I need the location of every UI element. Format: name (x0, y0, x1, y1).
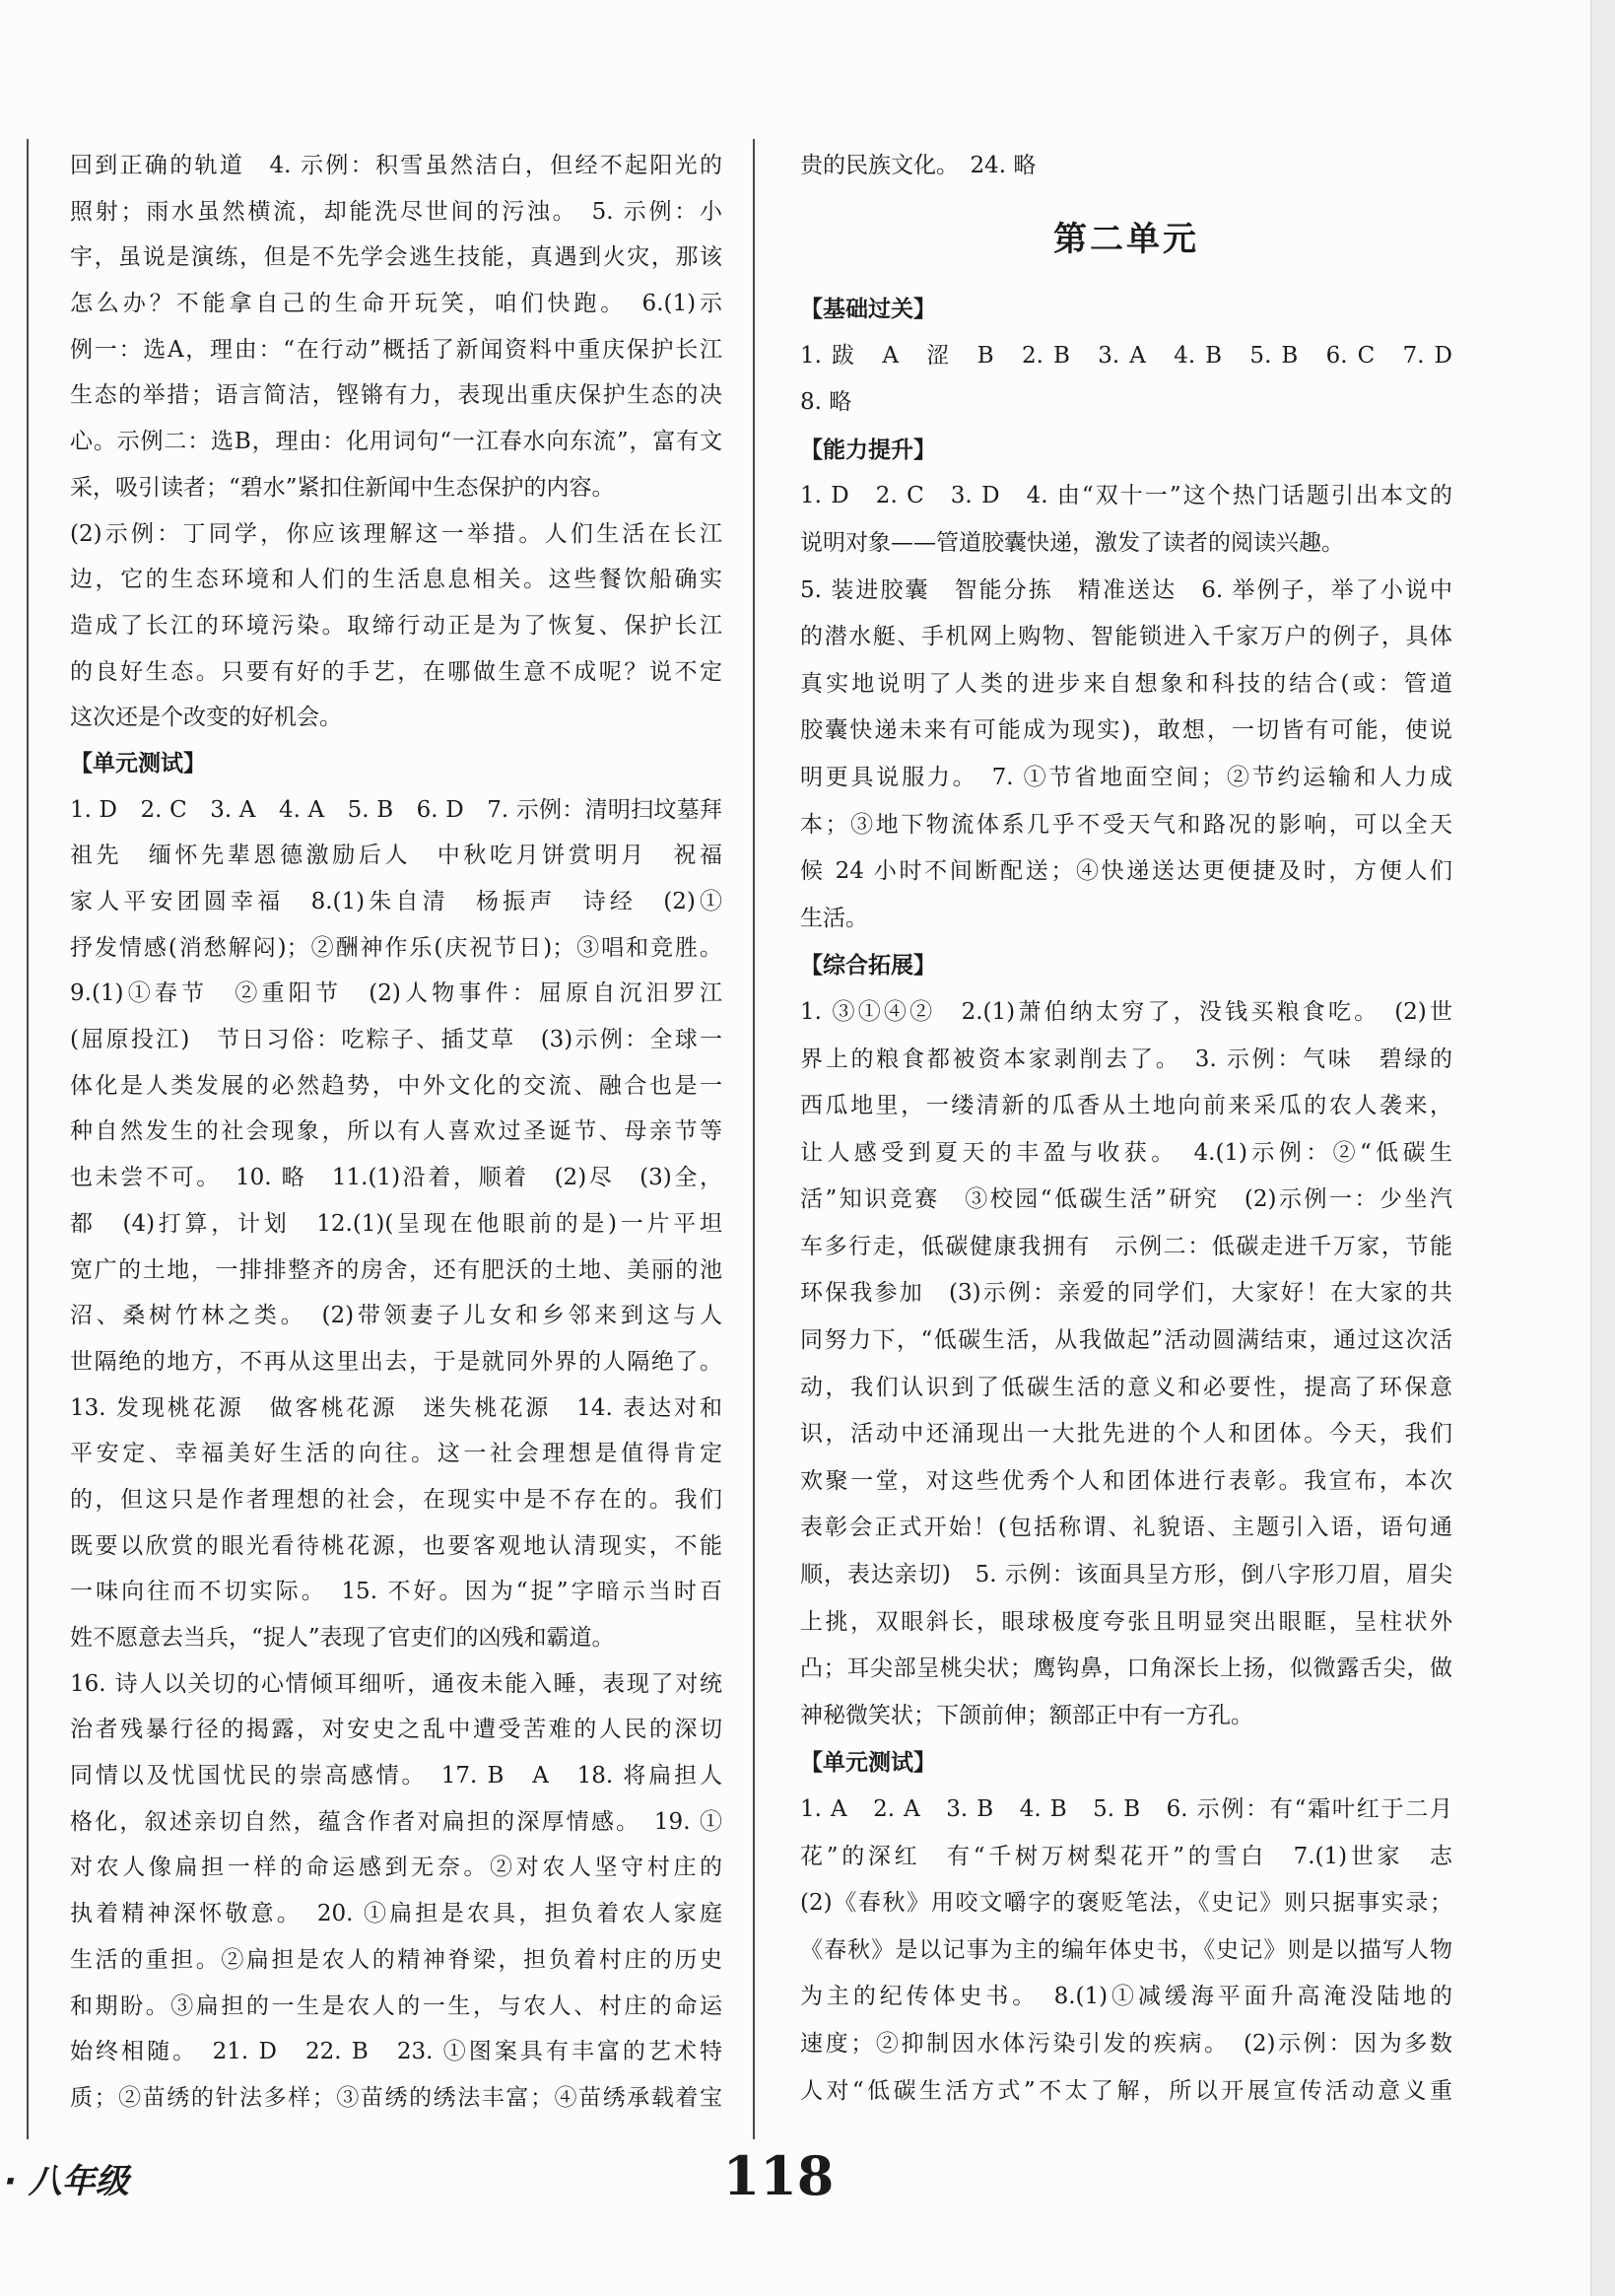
answer-line: 心。示例二：选B，理由：化用词句“一江春水向东流”，富有文 (70, 429, 722, 455)
answer-line: 人对“低碳生活方式”不太了解，所以开展宣传活动意义重 (800, 2077, 1452, 2104)
answer-line: 同情以及忧国忧民的崇高感情。 17. B A 18. 将扁担人 (70, 1763, 722, 1790)
answer-line: 识，活动中还涌现出一大批先进的个人和团体。今天，我们 (800, 1421, 1452, 1448)
section-heading: 【单元测试】 (70, 749, 206, 777)
left-margin-rule (27, 139, 29, 2139)
answer-line: 抒发情感(消愁解闷)；②酬神作乐(庆祝节日)；③唱和竞胜。 (70, 934, 722, 961)
answer-line: 怎么办？不能拿自己的生命开玩笑，咱们快跑。 6.(1)示 (70, 291, 722, 317)
answer-line: 的潜水艇、手机网上购物、智能锁进入千家万户的例子，具体 (800, 624, 1452, 650)
answer-line: 例一：选A，理由：“在行动”概括了新闻资料中重庆保护长江 (70, 336, 722, 363)
answer-line: 1. A 2. A 3. B 4. B 5. B 6. 示例：有“霜叶红于二月 (800, 1796, 1452, 1822)
answer-line: 活”知识竞赛 ③校园“低碳生活”研究 (2)示例一：少坐汽 (800, 1186, 1452, 1213)
answer-line: 1. ③①④② 2.(1)萧伯纳太穷了，没钱买粮食吃。 (2)世 (800, 998, 1452, 1025)
answer-line: 质；②苗绣的针法多样；③苗绣的绣法丰富；④苗绣承载着宝 (70, 2084, 722, 2111)
answer-line: 表彰会正式开始！(包括称谓、礼貌语、主题引入语，语句通 (800, 1515, 1452, 1541)
answer-line: 真实地说明了人类的进步来自想象和科技的结合(或：管道 (800, 670, 1452, 697)
answer-line: 造成了长江的环境污染。取缔行动正是为了恢复、保护长江 (70, 612, 722, 639)
answer-line: 16. 诗人以关切的心情倾耳细听，通夜未能入睡，表现了对统 (70, 1670, 722, 1697)
answer-line: 宽广的土地，一排排整齐的房舍，还有肥沃的土地、美丽的池 (70, 1256, 722, 1283)
answer-line: 宇，虽说是演练，但是不先学会逃生技能，真遇到火灾，那该 (70, 244, 722, 271)
section-heading: 【单元测试】 (800, 1749, 936, 1777)
answer-line: 西瓜地里，一缕清新的瓜香从土地向前来采瓜的农人袭来， (800, 1093, 1452, 1119)
answer-line: (2)《春秋》用咬文嚼字的褒贬笔法，《史记》则只据事实录； (800, 1890, 1452, 1917)
answer-line: 回到正确的轨道 4. 示例：积雪虽然洁白，但经不起阳光的 (70, 153, 722, 178)
answer-line: 环保我参加 (3)示例：亲爱的同学们，大家好！在大家的共 (800, 1280, 1452, 1307)
section-heading: 【基础过关】 (800, 296, 936, 322)
answer-line: 执着精神深怀敬意。 20. ①扁担是农具，担负着农人家庭 (70, 1901, 722, 1927)
answer-line: 上挑，双眼斜长，眼球极度夸张且明显突出眼眶，呈柱状外 (800, 1608, 1452, 1635)
answer-line: 格化，叙述亲切自然，蕴含作者对扁担的深厚情感。 19. ① (70, 1808, 722, 1835)
answer-line: 明更具说服力。 7. ①节省地面空间；②节约运输和人力成 (800, 764, 1452, 790)
answer-line: 和期盼。③扁担的一生是农人的一生，与农人、村庄的命运 (70, 1992, 722, 2019)
answer-line: 采，吸引读者；“碧水”紧扣住新闻中生态保护的内容。 (70, 474, 615, 501)
answer-line: 1. 跋 A 涩 B 2. B 3. A 4. B 5. B 6. C 7. D (800, 342, 1452, 369)
answer-line: 家人平安团圆幸福 8.(1)朱自清 杨振声 诗经 (2)① (70, 889, 722, 914)
answer-line: (屈原投江) 节日习俗：吃粽子、插艾草 (3)示例：全球一 (70, 1027, 722, 1053)
answer-line: 也未尝不可。 10. 略 11.(1)沿着，顺着 (2)尽 (3)全， (70, 1165, 722, 1191)
answer-line: 速度；②抑制因水体污染引发的疾病。 (2)示例：因为多数 (800, 2030, 1452, 2057)
answer-line: 一味向往而不切实际。 15. 不好。因为“捉”字暗示当时百 (70, 1579, 722, 1605)
answer-line: 胶囊快递未来有可能成为现实)，敢想，一切皆有可能，使说 (800, 717, 1452, 744)
answer-line: 生活。 (800, 905, 868, 931)
answer-line: 体化是人类发展的必然趋势，中外文化的交流、融合也是一 (70, 1072, 722, 1099)
answer-line: 始终相随。 21. D 22. B 23. ①图案具有丰富的艺术特 (70, 2039, 722, 2065)
answer-line: 界上的粮食都被资本家剥削去了。 3. 示例：气味 碧绿的 (800, 1046, 1452, 1072)
answer-line: 平安定、幸福美好生活的向往。这一社会理想是值得肯定 (70, 1441, 722, 1467)
answer-line: 照射；雨水虽然横流，却能洗尽世间的污浊。 5. 示例：小 (70, 198, 722, 225)
answer-line: 这次还是个改变的好机会。 (70, 705, 342, 731)
answer-line: 都 (4)打算，计划 12.(1)(呈现在他眼前的是)一片平坦 (70, 1210, 722, 1237)
unit-title: 第二单元 (1053, 220, 1199, 259)
answer-line: 姓不愿意去当兵，“捉人”表现了官吏们的凶残和霸道。 (70, 1625, 615, 1651)
answer-line: 种自然发生的社会现象，所以有人喜欢过圣诞节、母亲节等 (70, 1118, 722, 1145)
answer-line: 花”的深红 有“千树万树梨花开”的雪白 7.(1)世家 志 (800, 1843, 1452, 1869)
answer-line: 9.(1)①春节 ②重阳节 (2)人物事件：屈原自沉汨罗江 (70, 980, 722, 1007)
page-edge (1590, 0, 1615, 2296)
page-number: 118 (722, 2144, 835, 2207)
answer-line: 贵的民族文化。 24. 略 (800, 153, 1037, 178)
answer-line: 同努力下，“低碳生活，从我做起”活动圆满结束，通过这次活 (800, 1327, 1452, 1354)
answer-line: 车多行走，低碳健康我拥有 示例二：低碳走进千万家，节能 (800, 1233, 1452, 1259)
right-column-first-line (800, 143, 1452, 189)
grade-label: · 八年级 (4, 2162, 129, 2201)
answer-line: 让人感受到夏天的丰盈与收获。 4.(1)示例：②“低碳生 (800, 1139, 1452, 1166)
answer-line: 生活的重担。②扁担是农人的精神脊梁，担负着村庄的历史 (70, 1946, 722, 1973)
section-heading: 【综合拓展】 (800, 952, 936, 979)
answer-line: 既要以欣赏的眼光看待桃花源，也要客观地认清现实，不能 (70, 1532, 722, 1559)
answer-line: 欢聚一堂，对这些优秀个人和团体进行表彰。我宣布，本次 (800, 1467, 1452, 1494)
answer-line: 13. 发现桃花源 做客桃花源 迷失桃花源 14. 表达对和 (70, 1394, 722, 1421)
column-divider (753, 139, 755, 2139)
left-column (70, 143, 722, 2122)
answer-line: 1. D 2. C 3. A 4. A 5. B 6. D 7. 示例：清明扫坟墓拜 (70, 796, 722, 823)
answer-line: 《春秋》是以记事为主的编年体史书，《史记》则是以描写人物 (800, 1936, 1452, 1963)
answer-line: 的良好生态。只要有好的手艺，在哪做生意不成呢？说不定 (70, 658, 722, 685)
answer-line: 边，它的生态环境和人们的生活息息相关。这些餐饮船确实 (70, 567, 722, 593)
section-heading: 【能力提升】 (800, 436, 936, 463)
answer-line: 生态的举措；语言简洁，铿锵有力，表现出重庆保护生态的决 (70, 382, 722, 409)
right-column (800, 286, 1452, 2115)
answer-line: 对农人像扁担一样的命运感到无奈。②对农人坚守村庄的 (70, 1855, 722, 1881)
answer-line: 的，但这只是作者理想的社会，在现实中是不存在的。我们 (70, 1486, 722, 1513)
answer-line: 顺，表达亲切) 5. 示例：该面具呈方形，倒八字形刀眉，眉尖 (800, 1562, 1452, 1588)
answer-line: 世隔绝的地方，不再从这里出去，于是就同外界的人隔绝了。 (70, 1348, 722, 1375)
answer-line: 为主的纪传体史书。 8.(1)①减缓海平面升高淹没陆地的 (800, 1984, 1452, 2010)
answer-line: 8. 略 (800, 389, 852, 416)
answer-line: 凸；耳尖部呈桃尖状；鹰钩鼻，口角深长上扬，似微露舌尖，做 (800, 1655, 1452, 1682)
answer-line: 动，我们认识到了低碳生活的意义和必要性，提高了环保意 (800, 1374, 1452, 1400)
answer-line: 1. D 2. C 3. D 4. 由“双十一”这个热门话题引出本文的 (800, 483, 1452, 509)
answer-line: 5. 装进胶囊 智能分拣 精准送达 6. 举例子，举了小说中 (800, 576, 1452, 603)
answer-line: (2)示例：丁同学，你应该理解这一举措。人们生活在长江 (70, 520, 722, 547)
answer-line: 本；③地下物流体系几乎不受天气和路况的影响，可以全天 (800, 811, 1452, 838)
answer-line: 治者残暴行径的揭露，对安史之乱中遭受苦难的人民的深切 (70, 1717, 722, 1743)
answer-line: 沼、桑树竹林之类。 (2)带领妻子儿女和乡邻来到这与人 (70, 1303, 722, 1329)
answer-line: 说明对象——管道胶囊快递，激发了读者的阅读兴趣。 (800, 529, 1344, 556)
answer-line: 祖先 缅怀先辈恩德激励后人 中秋吃月饼赏明月 祝福 (70, 843, 722, 869)
answer-line: 神秘微笑状；下颌前伸；额部正中有一方孔。 (800, 1702, 1253, 1728)
answer-line: 候 24 小时不间断配送；④快递送达更便捷及时，方便人们 (800, 858, 1452, 885)
